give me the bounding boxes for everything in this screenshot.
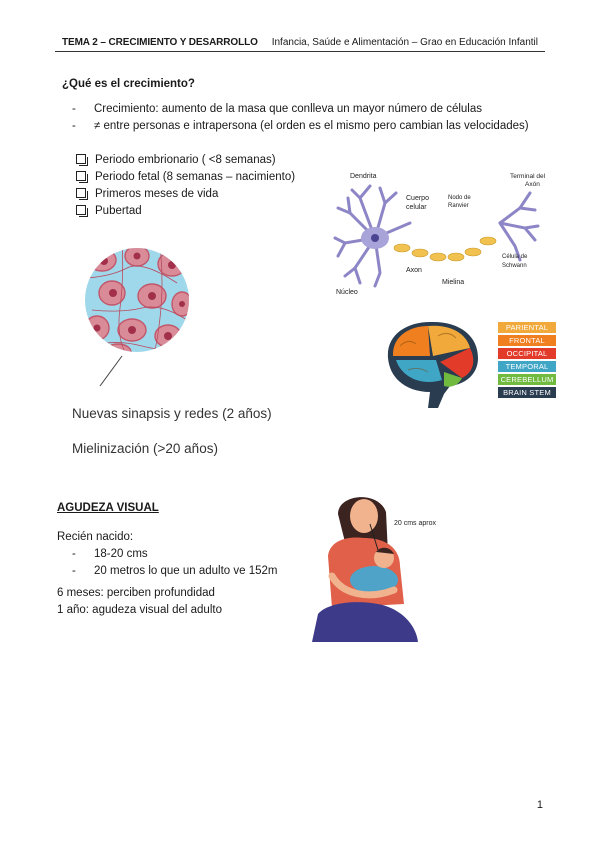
legend-frontal: FRONTAL [498,335,556,346]
checkbox-icon [76,205,86,215]
label-dendrite: Dendrita [350,173,377,180]
check-item [76,152,276,168]
brain-illustration [378,316,488,412]
check-item [76,186,218,202]
legend-cerebellum: CEREBELLUM [498,374,556,385]
check-item [76,203,142,219]
checkbox-icon [76,188,86,198]
label-axon-terminal: Terminal del [510,173,546,180]
label-schwann-2: Schwann [502,263,527,269]
header-left: TEMA 2 – CRECIMIENTO Y DESARROLLO [62,37,258,48]
legend-parietal: PARIENTAL [498,322,556,333]
legend-brain-stem: BRAIN STEM [498,387,556,398]
distance-label: 20 cms aprox [394,520,437,527]
newborn-item-text: 20 metros lo que un adulto ve 152m [94,565,278,577]
visual-heading: AGUDEZA VISUAL [57,502,159,514]
one-year-note: 1 año: agudeza visual del adulto [57,604,222,616]
label-myelin: Mielina [442,279,465,286]
newborn-item: - 18-20 cms [72,548,148,560]
label-axon-terminal-2: Axón [525,181,540,188]
check-item-text: Primeros meses de vida [95,188,219,200]
legend-temporal: TEMPORAL [498,361,556,372]
check-item-text: Pubertad [95,205,142,217]
label-node-2: Ranvier [448,203,469,209]
growth-dash-text: Crecimiento: aumento de la masa que conlleva un mayor número de células [94,103,483,115]
growth-dash-item: - Crecimiento: aumento de la masa que conlleva un mayor número de células [72,103,483,115]
label-nucleus: Núcleo [336,289,358,296]
mother-baby-illustration [308,484,437,644]
myelination-note: Mielinización (>20 años) [72,441,218,456]
checkbox-icon [76,171,86,181]
check-item-text: Periodo embrionario ( <8 semanas) [95,154,276,166]
neuron-diagram [330,168,560,300]
legend-occipital: OCCIPITAL [498,348,556,359]
newborn-item-text: 18-20 cms [94,548,148,560]
check-item [76,169,295,185]
growth-dash-item: - ≠ entre personas e intrapersona (el orden es el mismo pero cambian las velocidades) [72,120,529,132]
growth-dash-text: ≠ entre personas e intrapersona (el orden es el mismo pero cambian las velocidades) [94,120,529,132]
check-item-text: Periodo fetal (8 semanas – nacimiento) [95,171,296,183]
six-months-note: 6 meses: perciben profundidad [57,587,215,599]
checkbox-icon [76,154,86,164]
newborn-label: Recién nacido: [57,531,134,543]
newborn-item: - 20 metros lo que un adulto ve 152m [72,565,278,577]
brain-legend [498,322,556,400]
growth-heading: ¿Qué es el crecimiento? [62,78,195,90]
header-right: Infancia, Saúde e Alimentación – Grao en Educación Infantil [271,37,538,48]
page-number: 1 [536,799,543,811]
label-node: Nodo de [448,195,471,201]
label-cell-body: Cuerpo [406,195,429,202]
synapses-note: Nuevas sinapsis y redes (2 años) [72,406,272,421]
cell-tissue-illustration [82,238,192,388]
label-cell-body-2: celular [406,204,427,211]
header-divider [55,51,545,52]
label-axon: Axon [406,267,422,274]
label-schwann: Célula de [502,254,528,260]
